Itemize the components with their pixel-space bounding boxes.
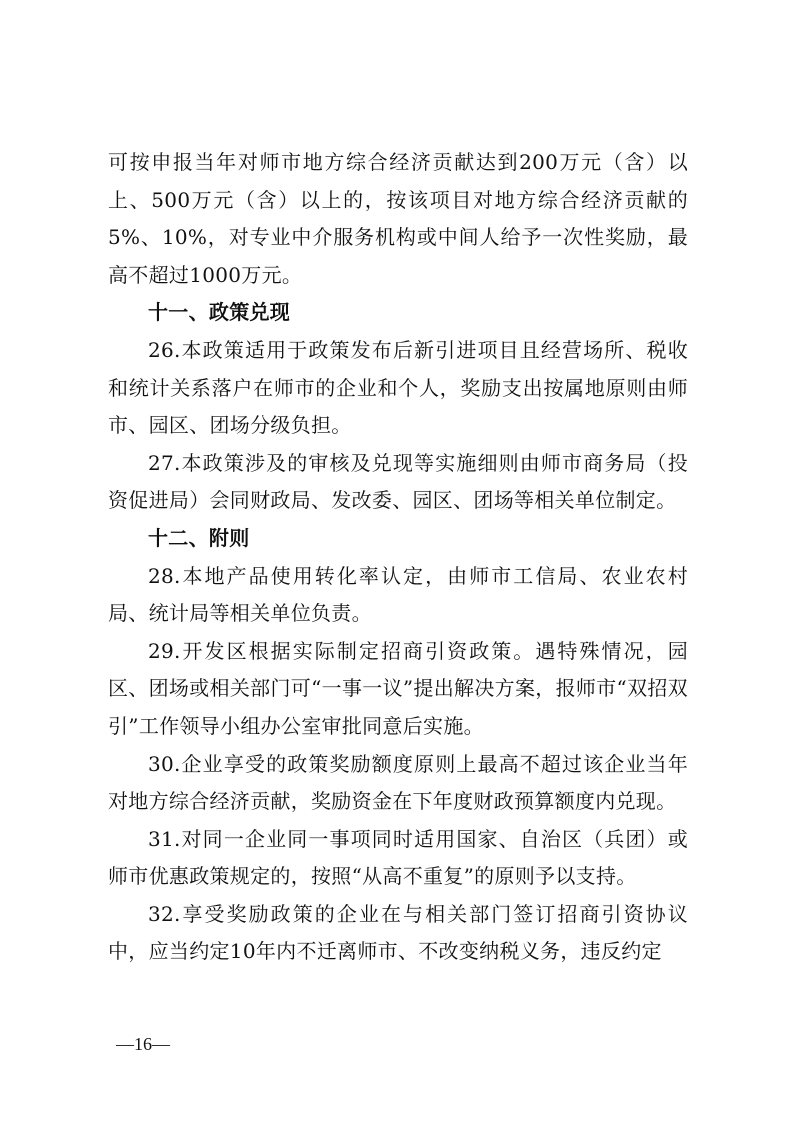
paragraph-item-30: 30.企业享受的政策奖励额度原则上最高不超过该企业当年对地方综合经济贡献，奖励资金在下年度财政预算额度内兑现。 (108, 751, 688, 814)
paragraph-continuation: 可按申报当年对师市地方综合经济贡献达到200万元（含）以上、500万元（含）以上的，按该项目对地方综合经济贡献的5%、10%，对专业中介服务机构或中间人给予一次性奖励，最高不超过1000万元。 (108, 150, 688, 287)
paragraph-item-29: 29.开发区根据实际制定招商引资政策。遇特殊情况，园区、团场或相关部门可“一事一议”提出解决方案，报师市“双招双引”工作领导小组办公室审批同意后实施。 (108, 638, 688, 738)
paragraph-item-32: 32.享受奖励政策的企业在与相关部门签订招商引资协议中，应当约定10年内不迁离师市、不改变纳税义务，违反约定 (108, 901, 688, 964)
document-body (108, 144, 688, 971)
paragraph-item-28: 28.本地产品使用转化率认定，由师市工信局、农业农村局、统计局等相关单位负责。 (108, 563, 688, 626)
paragraph-item-31: 31.对同一企业同一事项同时适用国家、自治区（兵团）或师市优惠政策规定的，按照“从高不重复”的原则予以支持。 (108, 826, 688, 889)
paragraph-item-26: 26.本政策适用于政策发布后新引进项目且经营场所、税收和统计关系落户在师市的企业和个人，奖励支出按属地原则由师市、园区、团场分级负担。 (108, 337, 688, 438)
section-heading-policy-redemption: 十一、政策兑现 (148, 300, 291, 325)
paragraph-item-27: 27.本政策涉及的审核及兑现等实施细则由师市商务局（投资促进局）会同财政局、发改委、园区、团场等相关单位制定。 (108, 450, 688, 513)
section-heading-supplementary-provisions: 十二、附则 (148, 525, 250, 550)
page-number: —16— (116, 1034, 170, 1054)
